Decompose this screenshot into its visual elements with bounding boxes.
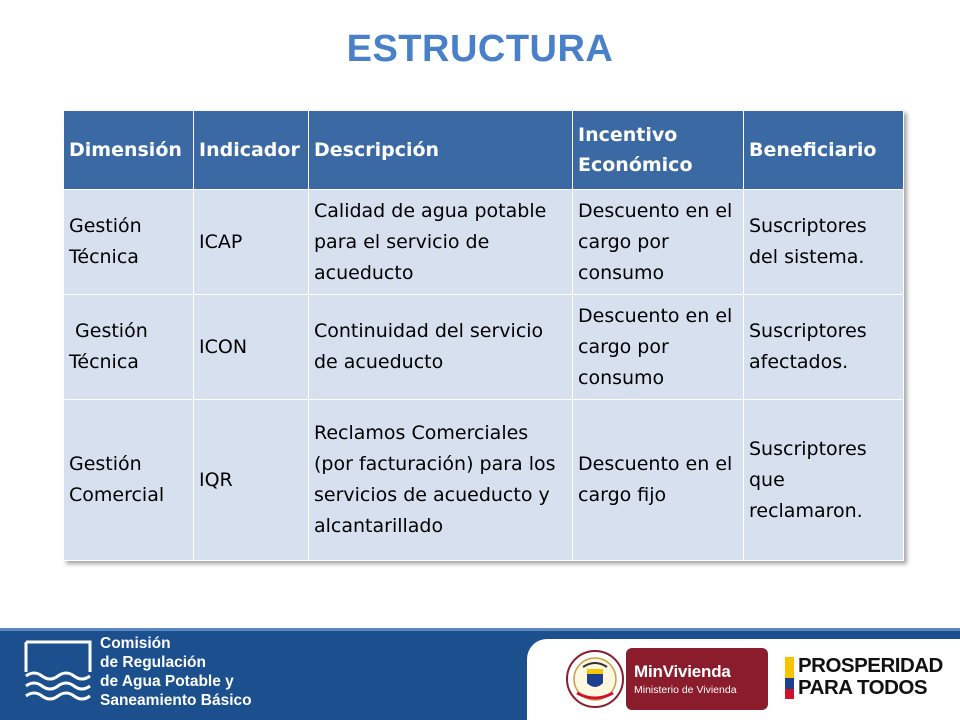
cell-description: Reclamos Comerciales (por facturación) para los servicios de acueducto y alcantarillado	[309, 400, 573, 561]
table-row	[64, 295, 904, 400]
cell-description: Continuidad del servicio de acueducto	[309, 295, 573, 400]
header-beneficiary: Beneficiario	[744, 111, 904, 190]
minvivienda-name: MinVivienda	[634, 662, 731, 681]
structure-table-wrapper	[63, 110, 904, 561]
crag-line: de Regulación	[100, 654, 206, 671]
cell-dimension: Gestión Técnica	[64, 190, 194, 295]
header-indicator: Indicador	[194, 111, 309, 190]
colombia-seal-icon	[565, 649, 625, 709]
header-description: Descripción	[309, 111, 573, 190]
table-row	[64, 190, 904, 295]
cell-incentive: Descuento en el cargo fijo	[573, 400, 744, 561]
minvivienda-logo	[626, 648, 768, 710]
table-row	[64, 400, 904, 561]
header-incentive: Incentivo Económico	[573, 111, 744, 190]
prosperidad-text	[798, 655, 943, 699]
cell-beneficiary: Suscriptores que reclamaron.	[744, 400, 904, 561]
prosperidad-logo	[777, 655, 957, 705]
cell-indicator: ICON	[194, 295, 309, 400]
crag-name	[100, 634, 252, 710]
crag-logo-icon	[22, 638, 94, 708]
table-header-row	[64, 111, 904, 190]
footer-divider	[0, 628, 960, 631]
cell-incentive: Descuento en el cargo por consumo	[573, 190, 744, 295]
prosperidad-line: PROSPERIDAD	[798, 654, 943, 677]
partner-logos-panel	[527, 639, 960, 720]
page-title: ESTRUCTURA	[346, 28, 614, 70]
cell-dimension: Gestión Técnica	[64, 295, 194, 400]
cell-indicator: ICAP	[194, 190, 309, 295]
cell-dimension: Gestión Comercial	[64, 400, 194, 561]
cell-incentive: Descuento en el cargo por consumo	[573, 295, 744, 400]
crag-line: Comisión	[100, 635, 171, 652]
structure-table	[63, 110, 904, 561]
cell-beneficiary: Suscriptores del sistema.	[744, 190, 904, 295]
header-dimension: Dimensión	[64, 111, 194, 190]
prosperidad-line: PARA TODOS	[798, 676, 928, 699]
cell-indicator: IQR	[194, 400, 309, 561]
cell-description: Calidad de agua potable para el servicio de acueducto	[309, 190, 573, 295]
footer-bar	[0, 628, 960, 720]
crag-line: de Agua Potable y	[100, 673, 234, 690]
flag-bars-icon	[785, 657, 794, 699]
crag-line: Saneamiento Básico	[100, 692, 252, 709]
minvivienda-subtitle: Ministerio de Vivienda	[634, 684, 737, 696]
cell-beneficiary: Suscriptores afectados.	[744, 295, 904, 400]
